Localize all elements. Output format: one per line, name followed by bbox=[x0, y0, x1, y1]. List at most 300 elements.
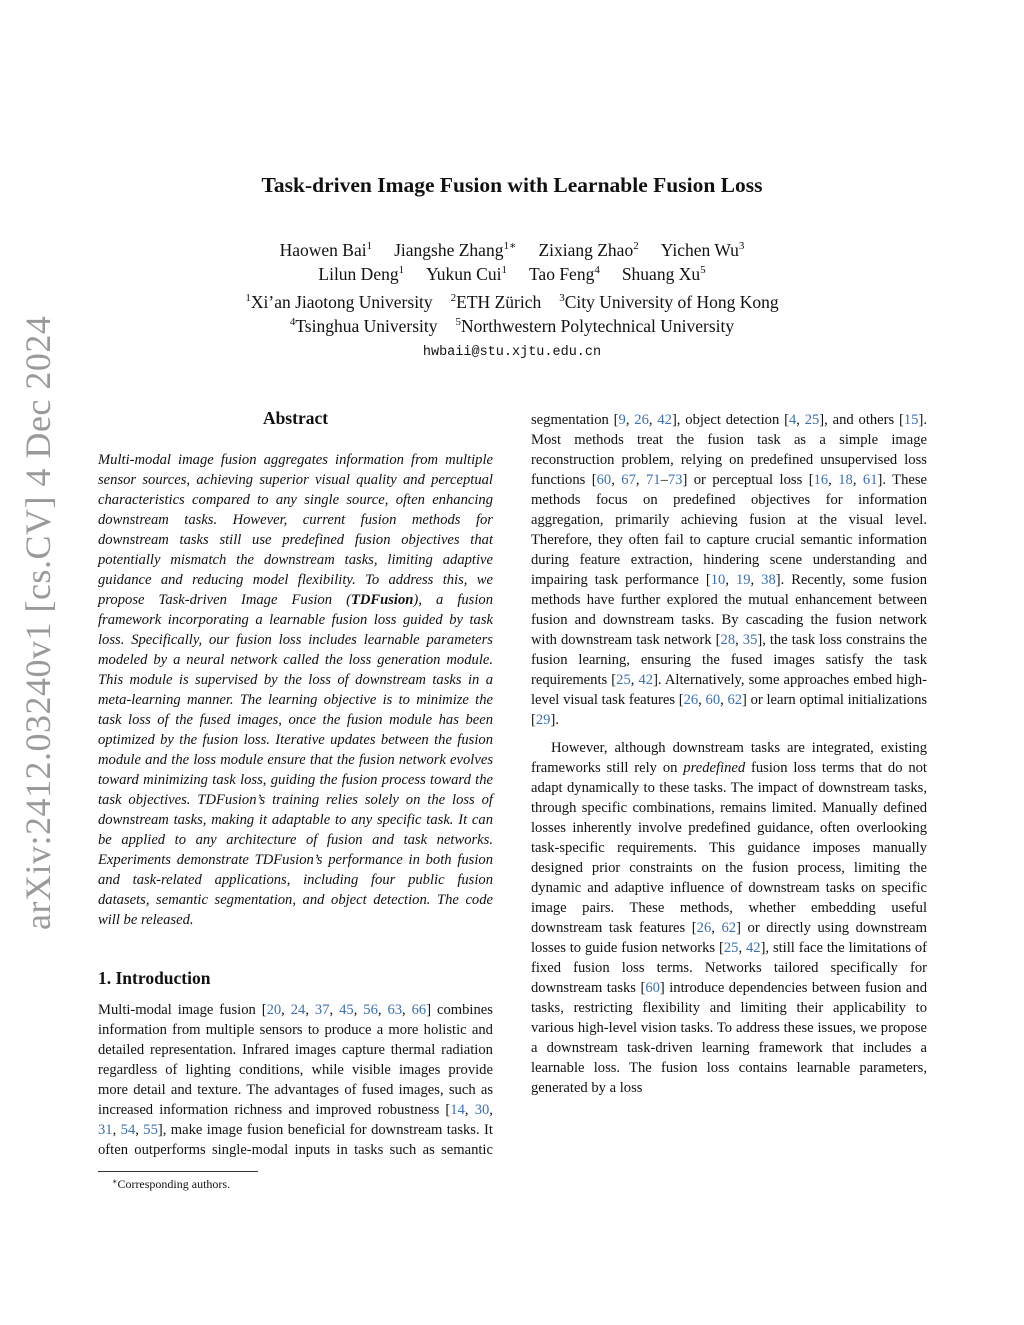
text-run: semantic bbox=[441, 1142, 493, 1158]
affiliation-mark: 2 bbox=[450, 292, 457, 304]
text-run: radiation bbox=[441, 1042, 493, 1058]
text-run: , bbox=[720, 692, 724, 708]
text-run: task bbox=[636, 632, 660, 648]
text-run: segmentation bbox=[531, 412, 609, 428]
text-run: further bbox=[620, 592, 661, 608]
citation-link[interactable]: 55 bbox=[143, 1122, 158, 1138]
text-run: performance bbox=[625, 572, 699, 588]
text-run: , bbox=[738, 940, 746, 956]
text-run: It bbox=[484, 1122, 493, 1138]
text-run bbox=[786, 512, 798, 528]
text-run: loss bbox=[904, 452, 927, 468]
text-run: from bbox=[172, 1022, 201, 1038]
text-run: , bbox=[489, 1102, 493, 1118]
author-name: Lilun Deng bbox=[318, 264, 399, 284]
citation-link[interactable]: 10 bbox=[710, 572, 726, 588]
text-run: loss bbox=[819, 632, 842, 648]
text-run: , bbox=[698, 692, 702, 708]
text-run: ]. bbox=[877, 472, 887, 488]
text-run bbox=[762, 652, 773, 668]
text-run: , bbox=[725, 572, 729, 588]
text-run: loss bbox=[779, 472, 803, 488]
text-run bbox=[569, 552, 580, 568]
text-run: detection bbox=[725, 412, 780, 428]
text-run bbox=[624, 432, 637, 448]
author-name: Yukun Cui bbox=[426, 264, 502, 284]
text-run: sensors bbox=[259, 1022, 303, 1038]
text-run: ], bbox=[671, 412, 681, 428]
text-run bbox=[736, 492, 751, 508]
text-run: Therefore, bbox=[531, 532, 593, 548]
affiliation bbox=[451, 292, 542, 312]
citation-link[interactable]: 60 bbox=[645, 980, 660, 996]
text-run: a bbox=[376, 1022, 384, 1038]
text-run: high-level bbox=[531, 672, 928, 708]
text-run: By bbox=[721, 612, 739, 628]
text-run: of bbox=[165, 1062, 178, 1078]
text-run: often bbox=[98, 1142, 128, 1158]
citation-link[interactable]: 60 bbox=[705, 692, 721, 708]
author-affiliation-mark: 1∗ bbox=[503, 240, 517, 252]
citation-link[interactable]: 54 bbox=[120, 1122, 136, 1138]
text-run: of bbox=[344, 1082, 357, 1098]
citation-link[interactable]: 31 bbox=[98, 1122, 113, 1138]
text-run: ], bbox=[757, 632, 766, 648]
text-run: [ bbox=[705, 572, 711, 588]
text-run bbox=[596, 612, 603, 628]
text-run: [ bbox=[715, 632, 721, 648]
text-run: perceptual bbox=[712, 472, 774, 488]
abstract-body bbox=[98, 450, 493, 930]
citation-link[interactable]: 19 bbox=[735, 572, 751, 588]
text-run: produce bbox=[324, 1022, 372, 1038]
text-run bbox=[781, 432, 794, 448]
text-run: focus bbox=[595, 492, 628, 508]
text-run: fusion bbox=[246, 1122, 284, 1138]
text-run: ] bbox=[682, 472, 688, 488]
text-run: [ bbox=[261, 1002, 267, 1018]
text-run: thermal bbox=[390, 1042, 436, 1058]
citation-link[interactable]: 26 bbox=[634, 412, 649, 428]
text-run: the bbox=[819, 512, 838, 528]
author bbox=[280, 240, 373, 260]
text-run: ]. bbox=[775, 572, 785, 588]
text-run: learning, bbox=[578, 652, 630, 668]
text-run: ] or directly using downstream losses to guide fusion networks [ bbox=[531, 920, 928, 956]
text-run bbox=[759, 552, 770, 568]
text-run bbox=[231, 1062, 239, 1078]
text-run: visual bbox=[848, 512, 884, 528]
text-run bbox=[669, 512, 681, 528]
text-run: outperforms bbox=[134, 1142, 206, 1158]
text-run: satisfy bbox=[825, 652, 864, 668]
text-run: tasks. bbox=[446, 1122, 480, 1138]
text-run bbox=[604, 512, 616, 528]
text-run: the bbox=[724, 592, 742, 608]
text-run: scene bbox=[769, 552, 803, 568]
text-run: methods bbox=[531, 592, 581, 608]
text-run: with bbox=[531, 632, 557, 648]
text-run: such bbox=[448, 1082, 476, 1098]
text-run: tasks. bbox=[681, 612, 715, 628]
author-affiliation-mark: 1 bbox=[501, 264, 507, 276]
citation-link[interactable]: 62 bbox=[721, 920, 737, 936]
text-run: and bbox=[832, 412, 854, 428]
paper-title: Task-driven Image Fusion with Learnable Fusion Loss bbox=[261, 173, 763, 197]
text-run: primarily bbox=[615, 512, 670, 528]
abstract-text-1: Multi-modal image fusion aggregates information from multiple sensor sources, achieving superior visual quality and perceptual characteristics compared to any single source, often enhancing downstream tasks. However, current fusion methods for downstream tasks still use predefined fusion objectives that potentially mismatch the downstream tasks, limiting adaptive guidance and reducing model flexibility. To address this, we propose Task-driven Image Fusion ( bbox=[98, 452, 493, 608]
citation-link[interactable]: 25 bbox=[616, 672, 631, 688]
text-run: and bbox=[471, 1022, 493, 1038]
affiliation bbox=[245, 292, 432, 312]
text-run: These bbox=[892, 472, 928, 488]
text-run: image bbox=[891, 432, 928, 448]
abstract-heading: Abstract bbox=[262, 408, 329, 428]
text-run: fusion bbox=[219, 1002, 256, 1018]
text-run: advantages bbox=[274, 1082, 340, 1098]
citation-link[interactable]: 38 bbox=[761, 572, 776, 588]
text-run bbox=[674, 452, 681, 468]
text-run: improved bbox=[315, 1102, 372, 1118]
text-run: as bbox=[422, 1142, 435, 1158]
author bbox=[538, 240, 638, 260]
citation-link[interactable]: 35 bbox=[742, 632, 758, 648]
text-run: impairing bbox=[531, 572, 588, 588]
citation-link[interactable]: 61 bbox=[862, 472, 878, 488]
text-run: , bbox=[464, 1102, 469, 1118]
affiliations-line-2 bbox=[0, 316, 1024, 337]
citation-link[interactable]: 63 bbox=[387, 1002, 403, 1018]
text-run: more bbox=[98, 1082, 128, 1098]
text-run: fused bbox=[730, 652, 763, 668]
citation-link[interactable]: 15 bbox=[903, 412, 919, 428]
author-name: Shuang Xu bbox=[621, 264, 701, 284]
text-run: , bbox=[329, 1002, 334, 1018]
text-run: [ bbox=[613, 412, 619, 428]
text-run bbox=[630, 652, 641, 668]
text-run: Recently, bbox=[791, 572, 846, 588]
author-affiliation-mark: 2 bbox=[633, 240, 639, 252]
author bbox=[318, 264, 404, 284]
left-column bbox=[98, 408, 493, 1160]
author-name: Jiangshe Zhang bbox=[394, 240, 504, 260]
text-run: [ bbox=[445, 1102, 451, 1118]
text-run: predefined bbox=[673, 492, 736, 508]
text-run: features bbox=[628, 692, 676, 708]
affiliation-name: Northwestern Polytechnical University bbox=[461, 316, 735, 336]
text-run: initializations bbox=[847, 692, 928, 708]
text-run: they bbox=[597, 532, 623, 548]
text-run: lighting bbox=[185, 1062, 231, 1078]
abstract-method-name: TDFusion bbox=[350, 592, 414, 608]
text-run: the bbox=[874, 652, 893, 668]
text-run: object bbox=[685, 412, 721, 428]
citation-link[interactable]: 4 bbox=[788, 412, 797, 428]
text-run: make bbox=[170, 1122, 203, 1138]
text-run: requirements bbox=[531, 672, 608, 688]
text-run: constrains bbox=[845, 632, 906, 648]
text-run: ]. bbox=[550, 712, 559, 728]
introduction-paragraph-1-continued bbox=[531, 410, 927, 730]
text-run: between bbox=[878, 592, 927, 608]
text-run bbox=[738, 512, 750, 528]
text-run: and bbox=[905, 552, 928, 568]
text-run: as bbox=[480, 1082, 494, 1098]
text-run: robustness bbox=[377, 1102, 440, 1118]
text-run bbox=[663, 432, 676, 448]
contact-email: hwbaii@stu.xjtu.edu.cn bbox=[422, 345, 602, 360]
text-run: , bbox=[281, 1002, 285, 1018]
text-run: Most bbox=[531, 432, 562, 448]
text-run: , bbox=[852, 472, 857, 488]
text-run: ], bbox=[157, 1122, 167, 1138]
citation-link[interactable]: 30 bbox=[474, 1102, 490, 1118]
text-run bbox=[567, 612, 574, 628]
text-run: the bbox=[676, 432, 695, 448]
text-run: , bbox=[353, 1002, 358, 1018]
text-run: task bbox=[903, 652, 927, 668]
citation-link[interactable]: 67 bbox=[621, 472, 636, 488]
text-run: relying bbox=[680, 452, 723, 468]
text-run: , bbox=[735, 632, 739, 648]
citation-link[interactable]: 26 bbox=[683, 692, 699, 708]
author-name: Zixiang Zhao bbox=[538, 240, 634, 260]
text-run bbox=[567, 652, 578, 668]
text-run: such bbox=[389, 1142, 417, 1158]
text-run bbox=[628, 492, 643, 508]
text-run: [ bbox=[784, 412, 789, 428]
text-run: explored bbox=[666, 592, 718, 608]
text-run: information bbox=[159, 1102, 229, 1118]
text-run: , bbox=[796, 412, 800, 428]
text-run bbox=[691, 652, 702, 668]
text-run: inputs bbox=[294, 1142, 331, 1158]
text-run bbox=[826, 432, 839, 448]
text-run: [ bbox=[808, 472, 814, 488]
text-run bbox=[878, 432, 891, 448]
text-run: for bbox=[349, 1122, 367, 1138]
text-run: the bbox=[702, 652, 720, 668]
text-run: information bbox=[858, 492, 928, 508]
text-run: tasks bbox=[354, 1142, 384, 1158]
affiliation-mark: 5 bbox=[455, 316, 462, 328]
arxiv-identifier-stamp: arXiv:2412.03240v1 [cs.CV] 4 Dec 2024 bbox=[18, 315, 58, 930]
citation-link[interactable]: 16 bbox=[813, 472, 829, 488]
text-run: Infrared bbox=[242, 1042, 290, 1058]
citation-link[interactable]: 71 bbox=[645, 472, 661, 488]
citation-link[interactable]: 28 bbox=[720, 632, 736, 648]
author-name: Haowen Bai bbox=[279, 240, 367, 260]
text-run: beneficial bbox=[287, 1122, 346, 1138]
text-run: aggregation, bbox=[531, 512, 604, 528]
text-run: on bbox=[643, 492, 658, 508]
citation-link[interactable]: 60 bbox=[596, 472, 612, 488]
authors-line-1 bbox=[0, 240, 1024, 261]
text-run: the bbox=[769, 632, 788, 648]
author-name: Yichen Wu bbox=[660, 240, 739, 260]
text-run: Alternatively, bbox=[664, 672, 745, 688]
affiliation-name: Tsinghua University bbox=[295, 316, 438, 336]
affiliation-name: Xi’an Jiaotong University bbox=[250, 292, 433, 312]
text-run: mutual bbox=[748, 592, 789, 608]
text-run bbox=[694, 432, 707, 448]
citation-link[interactable]: 66 bbox=[411, 1002, 427, 1018]
author-name: Tao Feng bbox=[528, 264, 595, 284]
text-run: methods bbox=[574, 432, 624, 448]
text-run bbox=[620, 552, 631, 568]
text-run: some bbox=[748, 672, 780, 688]
text-run: conditions, bbox=[238, 1062, 304, 1078]
introduction-paragraph-1 bbox=[98, 1000, 493, 1160]
citation-link[interactable]: 42 bbox=[638, 672, 654, 688]
affiliation-mark: 4 bbox=[289, 316, 296, 328]
text-run: , bbox=[305, 1002, 309, 1018]
text-run: task bbox=[594, 572, 619, 588]
author bbox=[426, 264, 507, 284]
citation-link[interactable]: 37 bbox=[314, 1002, 330, 1018]
text-run bbox=[895, 552, 906, 568]
text-run: the bbox=[909, 632, 927, 648]
author-affiliation-mark: 3 bbox=[738, 240, 745, 252]
footnote bbox=[112, 1177, 230, 1192]
text-run: cascading bbox=[745, 612, 804, 628]
affiliation-name: City University of Hong Kong bbox=[564, 292, 779, 312]
text-run: , bbox=[112, 1122, 117, 1138]
text-run: more bbox=[388, 1022, 419, 1038]
citation-link[interactable]: 9 bbox=[618, 412, 626, 428]
text-run: objectives bbox=[750, 492, 811, 508]
text-run: fusion bbox=[531, 652, 568, 668]
affiliation bbox=[456, 316, 735, 336]
text-run: visible bbox=[351, 1062, 391, 1078]
authors-line-2 bbox=[0, 264, 1024, 285]
text-run: , bbox=[402, 1002, 406, 1018]
citation-link[interactable]: 62 bbox=[727, 692, 743, 708]
text-run: or bbox=[750, 692, 763, 708]
text-run: methods bbox=[531, 492, 581, 508]
text-run: while bbox=[311, 1062, 344, 1078]
citation-link[interactable]: 14 bbox=[450, 1102, 465, 1118]
text-run: at bbox=[797, 512, 808, 528]
text-run: approaches bbox=[783, 672, 850, 688]
text-run: ]. bbox=[918, 412, 927, 428]
text-run: simple bbox=[839, 432, 879, 448]
text-run: [ bbox=[899, 412, 904, 428]
text-run: have bbox=[586, 592, 615, 608]
author-affiliation-mark: 4 bbox=[594, 264, 600, 276]
text-run: reconstruction bbox=[531, 452, 615, 468]
citation-link[interactable]: 73 bbox=[667, 472, 683, 488]
text-run: fusion bbox=[890, 572, 927, 588]
text-run: , bbox=[711, 920, 722, 936]
text-run: or bbox=[693, 472, 706, 488]
author-affiliation-mark: 1 bbox=[366, 240, 373, 252]
citation-link[interactable]: 25 bbox=[804, 412, 820, 428]
text-run: information bbox=[98, 1022, 167, 1038]
text-run: visual bbox=[563, 692, 598, 708]
text-run: to bbox=[689, 532, 701, 548]
text-run: hindering bbox=[703, 552, 760, 568]
text-run: achieving bbox=[680, 512, 738, 528]
text-run: However, although downstream tasks are integrated, existing frameworks still rely on bbox=[531, 740, 927, 776]
text-run: ], still face the limitations of fixed fusion loss terms. Networks tailored specifically for downstream tasks [ bbox=[531, 940, 928, 996]
text-run: images bbox=[773, 652, 815, 668]
text-run: feature bbox=[579, 552, 621, 568]
affiliation bbox=[290, 316, 438, 336]
text-run: ] bbox=[426, 1002, 432, 1018]
text-run: semantic bbox=[800, 532, 853, 548]
text-run: images, bbox=[398, 1082, 444, 1098]
text-run: as bbox=[793, 432, 807, 448]
text-run: image bbox=[206, 1122, 243, 1138]
text-run: task bbox=[757, 432, 781, 448]
author bbox=[394, 240, 516, 260]
text-run: treat bbox=[637, 432, 663, 448]
text-run: [ bbox=[678, 692, 684, 708]
citation-link[interactable]: 42 bbox=[745, 940, 761, 956]
text-run: [ bbox=[531, 712, 536, 728]
text-run: representation. bbox=[149, 1042, 237, 1058]
citation-link[interactable]: 24 bbox=[290, 1002, 306, 1018]
citation-link[interactable]: 25 bbox=[723, 940, 739, 956]
text-run: increased bbox=[98, 1102, 154, 1118]
text-run bbox=[802, 552, 813, 568]
citation-link[interactable]: 45 bbox=[339, 1002, 354, 1018]
text-run bbox=[806, 432, 819, 448]
affiliations-line-1 bbox=[0, 292, 1024, 313]
text-run: texture. bbox=[197, 1082, 242, 1098]
text-run bbox=[344, 1062, 352, 1078]
text-run: fail bbox=[664, 532, 684, 548]
text-run bbox=[808, 512, 820, 528]
citation-link[interactable]: 29 bbox=[535, 712, 551, 728]
text-run: fusion loss terms that do not adapt dynamically to these tasks. The impact of downstream tasks, through specific combinations, remains limited. Manually defined losses inherently involve predefined guidance, often overlooking task-specific requirements. This guidance imposes manually designed prior constraints on the fusion process, limiting the dynamic and adaptive influence of downstream tasks on specific image pairs. These methods, whether embedding useful downstream task features [ bbox=[531, 760, 927, 936]
text-run: often bbox=[628, 532, 659, 548]
text-run: in bbox=[336, 1142, 348, 1158]
footnote-text: Corresponding authors. bbox=[117, 1177, 231, 1191]
text-run: detailed bbox=[98, 1042, 145, 1058]
citation-link[interactable]: 20 bbox=[266, 1002, 282, 1018]
text-run: , bbox=[648, 412, 653, 428]
text-run bbox=[739, 612, 746, 628]
text-run: richness bbox=[234, 1102, 283, 1118]
text-run: images bbox=[294, 1042, 337, 1058]
text-run: for bbox=[825, 492, 843, 508]
text-run: fusion bbox=[749, 512, 786, 528]
citation-link[interactable]: 42 bbox=[657, 412, 672, 428]
citation-link[interactable]: 18 bbox=[838, 472, 853, 488]
citation-link[interactable]: 56 bbox=[363, 1002, 378, 1018]
affiliation-name: ETH Zürich bbox=[456, 292, 542, 312]
text-run: , bbox=[635, 472, 640, 488]
text-run: , bbox=[611, 472, 615, 488]
text-run: some bbox=[852, 572, 884, 588]
text-run: downstream bbox=[371, 1122, 443, 1138]
text-run: , bbox=[625, 412, 630, 428]
text-run: ] introduce dependencies between fusion and tasks, restricting flexibility and limiting their applicability to various high-level vision tasks. To address these issues, we propose a downstream task-driven learning framework that includes a learnable loss. The fusion loss contains learnable parameters, generated by a loss bbox=[531, 980, 927, 1096]
text-run bbox=[884, 572, 891, 588]
text-run: downstream bbox=[560, 632, 633, 648]
citation-link[interactable]: 26 bbox=[696, 920, 712, 936]
text-run: predefined bbox=[750, 452, 814, 468]
affiliation-mark: 3 bbox=[559, 292, 565, 304]
text-run: functions bbox=[531, 472, 586, 488]
text-run: ] bbox=[742, 692, 747, 708]
text-run: crucial bbox=[755, 532, 795, 548]
text-run: holistic bbox=[423, 1022, 467, 1038]
text-run: and bbox=[288, 1102, 310, 1118]
text-run bbox=[883, 512, 895, 528]
